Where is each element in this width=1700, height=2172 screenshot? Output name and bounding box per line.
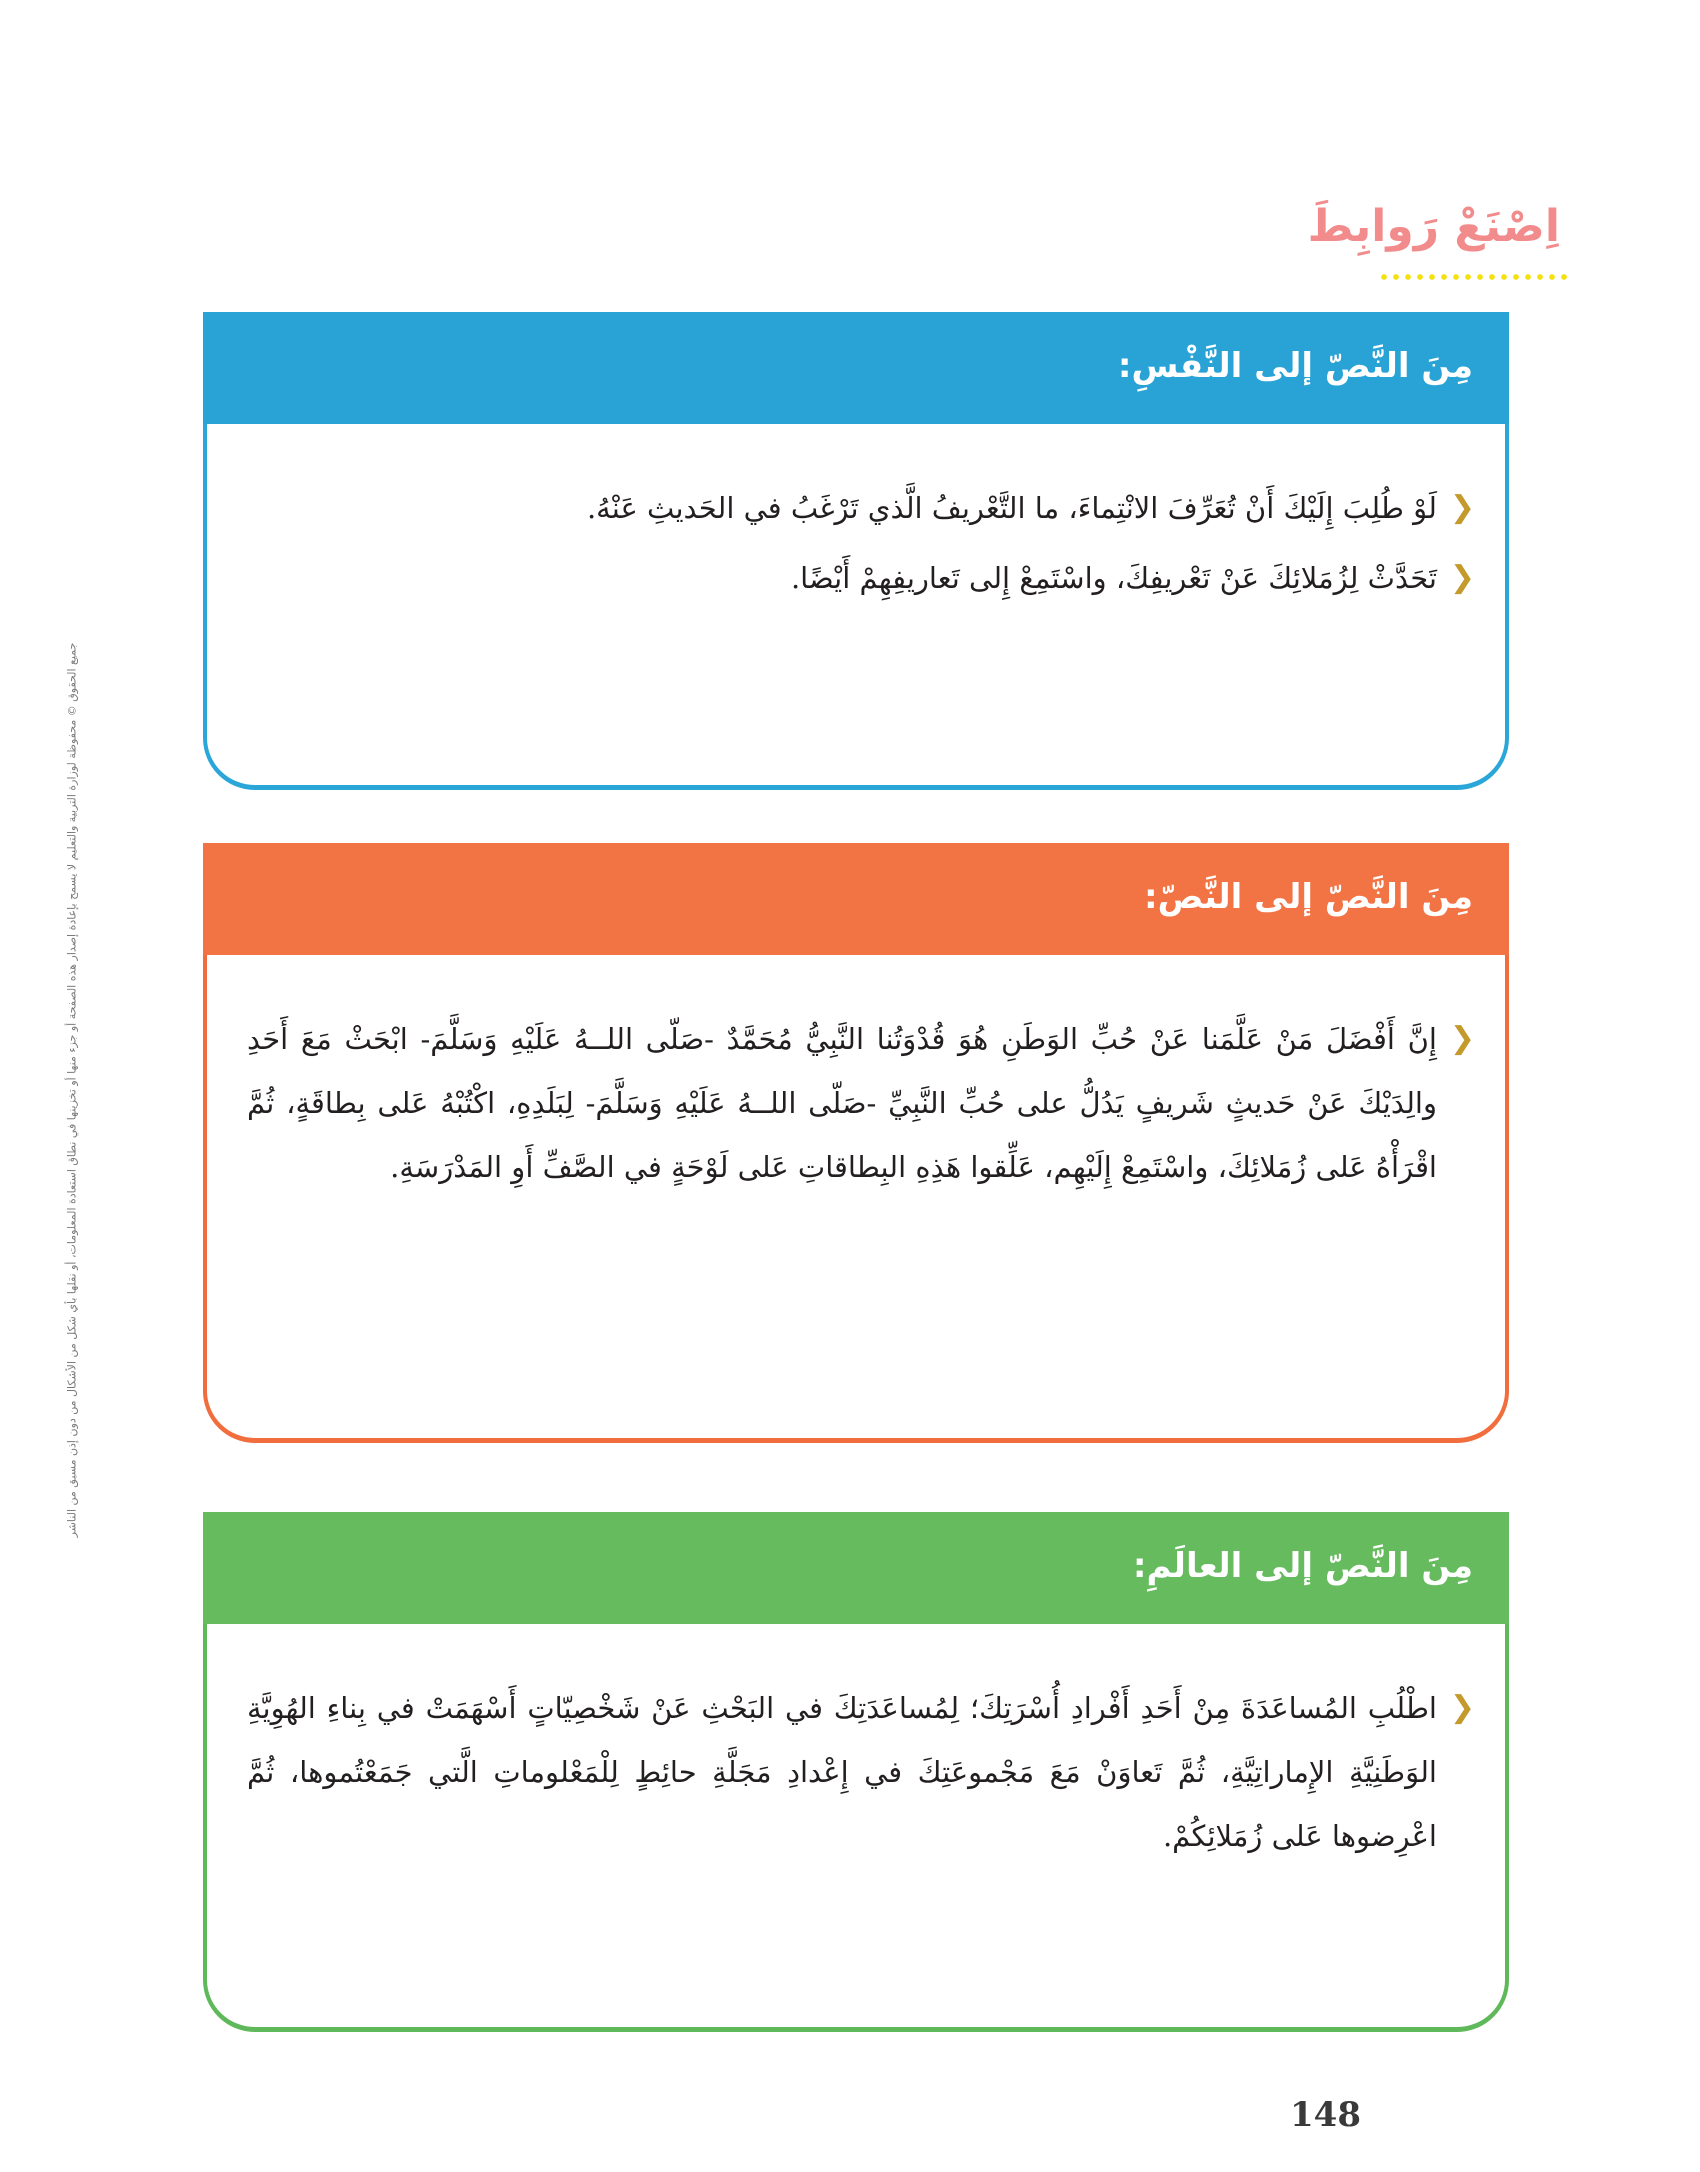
section-body [207,1624,1505,1874]
section-card-text-to-world [203,1512,1509,2032]
section-header [203,312,1509,424]
section-body [207,424,1505,616]
page-number: 148 [1290,2095,1361,2135]
section-body [207,955,1505,1205]
chevron-left-icon: ❮ [1449,1690,1475,1725]
copyright-side-note [52,500,92,1680]
section-header [203,1512,1509,1624]
section-card-text-to-text [203,843,1509,1443]
copyright-text: جميع الحقوق © محفوظة لوزارة التربية والتعليم لا يسمح بإعادة إصدار هذه الصفحة أو جزء منها أو تخزينها في نطاق استعادة المعلومات، أو نقلها بأي شكل من الأشكال من دون إذن مسبق من الناشر [65,642,79,1538]
list-item-text: إِنَّ أَفْضَلَ مَنْ عَلَّمَنا عَنْ حُبِّ الوَطَنِ هُوَ قُدْوَتُنا النَّبِيُّ مُحَمَّدٌ -صَلّى اللــهُ عَلَيْهِ وَسَلَّمَ- ابْحَثْ مَعَ أَحَدِ والِدَيْكَ عَنْ حَديثٍ شَريفٍ يَدُلُّ على حُبِّ النَّبِيِّ -صَلّى اللــهُ عَلَيْهِ وَسَلَّمَ- لِبَلَدِهِ، اكْتُبْهُ عَلى بِطاقَةٍ، ثُمَّ اقْرَأْهُ عَلى زُمَلائِكَ، واسْتَمِعْ إِلَيْهِم، عَلِّقوا هَذِهِ البِطاقاتِ عَلى لَوْحَةٍ في الصَّفِّ أَوِ المَدْرَسَةِ. [247,1022,1437,1184]
title-underline-dots [1378,274,1568,280]
list-item [247,476,1477,540]
list-item [247,1676,1477,1868]
section-title: مِنَ النَّصّ إلى النَّصّ: [1144,877,1473,917]
chevron-left-icon: ❮ [1449,490,1475,525]
chevron-left-icon: ❮ [1449,1021,1475,1056]
list-item-text: تَحَدَّثْ لِزُمَلائِكَ عَنْ تَعْريفِكَ، واسْتَمِعْ إِلى تَعاريفِهِمْ أَيْضًا. [790,561,1437,595]
section-header [203,843,1509,955]
list-item-text: اطْلُبِ المُساعَدَةَ مِنْ أَحَدِ أَفْرادِ أُسْرَتِكَ؛ لِمُساعَدَتِكَ في البَحْثِ عَنْ شَخْصِيّاتٍ أَسْهَمَتْ في بِناءِ الهُوِيَّةِ الوَطَنِيَّةِ الإِماراتِيَّةِ، ثُمَّ تَعاوَنْ مَعَ مَجْموعَتِكَ في إِعْدادِ مَجَلَّةِ حائِطٍ لِلْمَعْلوماتِ الَّتي جَمَعْتُموها، ثُمَّ اعْرِضوها عَلى زُمَلائِكُمْ. [247,1691,1437,1853]
list-item [247,546,1477,610]
chevron-left-icon: ❮ [1449,560,1475,595]
list-item [247,1007,1477,1199]
section-title: مِنَ النَّصّ إلى العالَمِ: [1132,1546,1473,1586]
page-title: اِصْنَعْ رَوابِطَ [1307,201,1560,252]
section-card-text-to-self [203,312,1509,790]
section-title: مِنَ النَّصّ إلى النَّفْسِ: [1117,346,1473,386]
list-item-text: لَوْ طُلِبَ إِلَيْكَ أَنْ تُعَرِّفَ الانْتِماءَ، ما التَّعْريفُ الَّذي تَرْغَبُ في الحَديثِ عَنْهُ. [586,491,1437,525]
